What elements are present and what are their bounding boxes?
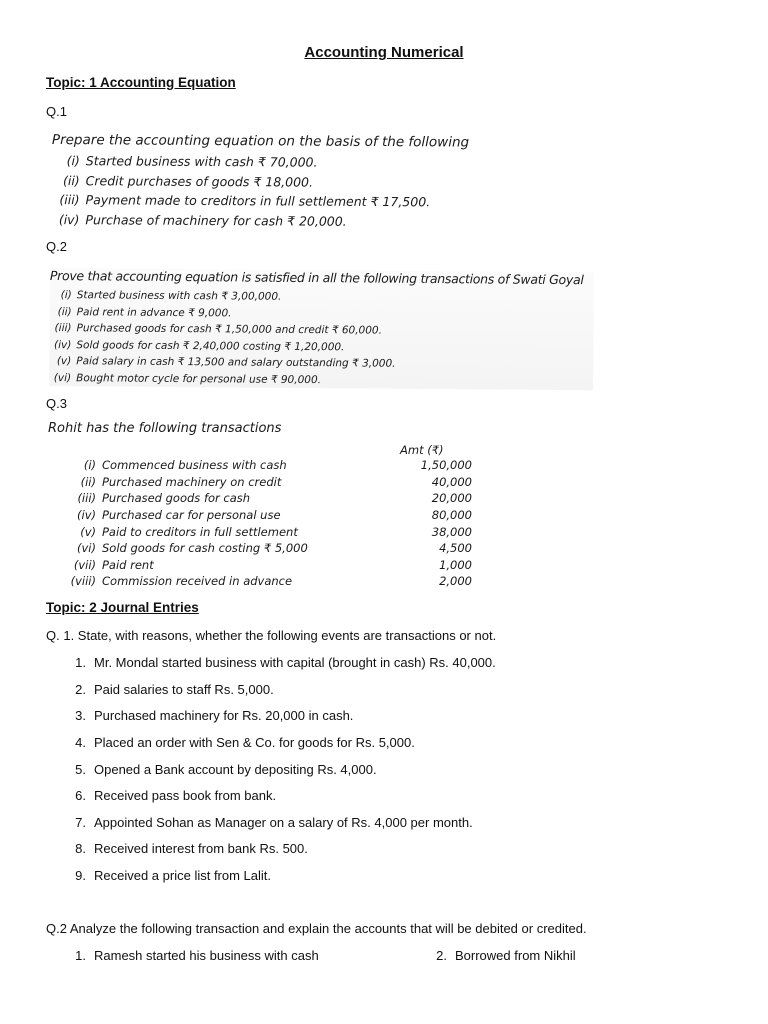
list-item: (iv) Purchased car for personal use 80,000 [77,508,472,523]
topic-journal-entries: Topic: 2 Journal Entries [46,600,199,615]
q2-scanned-block [49,268,594,390]
q3-transaction-list [58,457,478,590]
list-item: (vi) Sold goods for cash costing ₹ 5,000 4,500 [77,541,472,556]
page-title: Accounting Numerical [304,44,464,61]
document-page: Accounting Numerical Topic: 1 Accounting Equation Q.1 Prepare the accounting equation on the basis of the following (i) Started business with cash ₹ 70,000. (ii) Credit purchases of goods ₹ 18,000. (iii) Payment made to creditors in full settlement ₹ 17,500. (iv) Purchase of machinery for cash ₹ 20,000. Q.2 Prove that accounting equation is satisfied in all the following transactions of Swati Goyal (i) Started business with cash ₹ 3,00,000. (ii) Paid rent in advance ₹ 9,000. (iii) Purchased goods for cash ₹ 1,50,000 and credit ₹ 60,000. (iv) Sold goods for cash ₹ 2,40,000 costing ₹ 1,20,000. (v) Paid salary in cash ₹ 13,500 and salary outstanding ₹ 3,000. (vi) Bought motor cycle for personal use ₹ 90,000. Q.3 Rohit has the following transactions Amt (₹) (i) Commenced business with cash 1,50,000 (ii) Purchased machinery on credit 40,000 (iii) Purchased goods for cash 20,000 (iv) Purchased car for personal use 80,000 (v) Paid to creditors in full settlement 38,000 (vi) Sold goods for cash costing ₹ 5,000 4,500 (vii) Paid rent 1,000 (viii) Commission received in advance 2,000 Topic: 2 Journal Entries Q. 1. State, with reasons, whether the following events are transactions or not. 1. Mr. Mondal started business with capital (brought in cash) Rs. 40,000. 2. Paid salaries to staff Rs. 5,000. 3. Purchased machinery for Rs. 20,000 in cash. 4. Placed an order with Sen & Co. for goods for Rs. 5,000. 5. Opened a Bank account by depositing Rs. 4,000. 6. Received pass book from bank. 7. Appointed Sohan as Manager on a salary of Rs. 4,000 per month. 8. Received interest from bank Rs. 500. 9. Received a price list from Lalit. Q.2 Analyze the following transaction and explain the accounts that will be debited or credited. 1. Ramesh started his business with cash 2. Borrowed from Nikhil [0,0,768,1024]
list-item: (ii) Purchased machinery on credit 40,000 [80,474,472,489]
list-item: (ii) Credit purchases of goods ₹ 18,000. [62,172,314,190]
q3-scanned-block [48,421,472,589]
q1-heading: Prepare the accounting equation on the basis of the following [51,132,470,151]
list-item: (vi) Bought motor cycle for personal use ₹ 90,000. [53,371,322,386]
list-item: (i) Started business with cash ₹ 70,000. [66,153,318,170]
list-item: (iii) Payment made to creditors in full settlement ₹ 17,500. [59,192,431,210]
journal-q2-question: Q.2 Analyze the following transaction and explain the accounts that will be debited or credited. [46,921,587,936]
list-item: (v) Paid salary in cash ₹ 13,500 and salary outstanding ₹ 3,000. [56,355,396,370]
list-item: (i) Commenced business with cash 1,50,000 [83,458,472,473]
q1-scanned-block [51,132,469,232]
list-item: (iii) Purchased goods for cash ₹ 1,50,000 and credit ₹ 60,000. [54,322,382,337]
q2-heading: Prove that accounting equation is satisfied in all the following transactions of Swati Goyal [49,268,584,288]
list-item: (iii) Purchased goods for cash 20,000 [77,491,472,506]
list-item: (i) Started business with cash ₹ 3,00,000. [60,289,282,304]
q2-label: Q.2 [46,239,67,254]
q1-label: Q.1 [46,104,67,119]
amount-column-header: Amt (₹) [400,443,444,457]
list-item: (vii) Paid rent 1,000 [73,557,472,572]
list-item: (ii) Paid rent in advance ₹ 9,000. [57,305,232,320]
list-item: (iv) Sold goods for cash ₹ 2,40,000 costing ₹ 1,20,000. [54,338,345,354]
journal-q1-question: Q. 1. State, with reasons, whether the following events are transactions or not. [46,628,497,643]
q3-label: Q.3 [46,396,67,411]
topic-accounting-equation: Topic: 1 Accounting Equation [46,75,236,90]
list-item: (viii) Commission received in advance 2,000 [70,574,472,589]
list-item: (v) Paid to creditors in full settlement 38,000 [80,524,472,539]
list-item: (iv) Purchase of machinery for cash ₹ 20,000. [58,211,347,229]
q3-heading: Rohit has the following transactions [48,421,282,436]
